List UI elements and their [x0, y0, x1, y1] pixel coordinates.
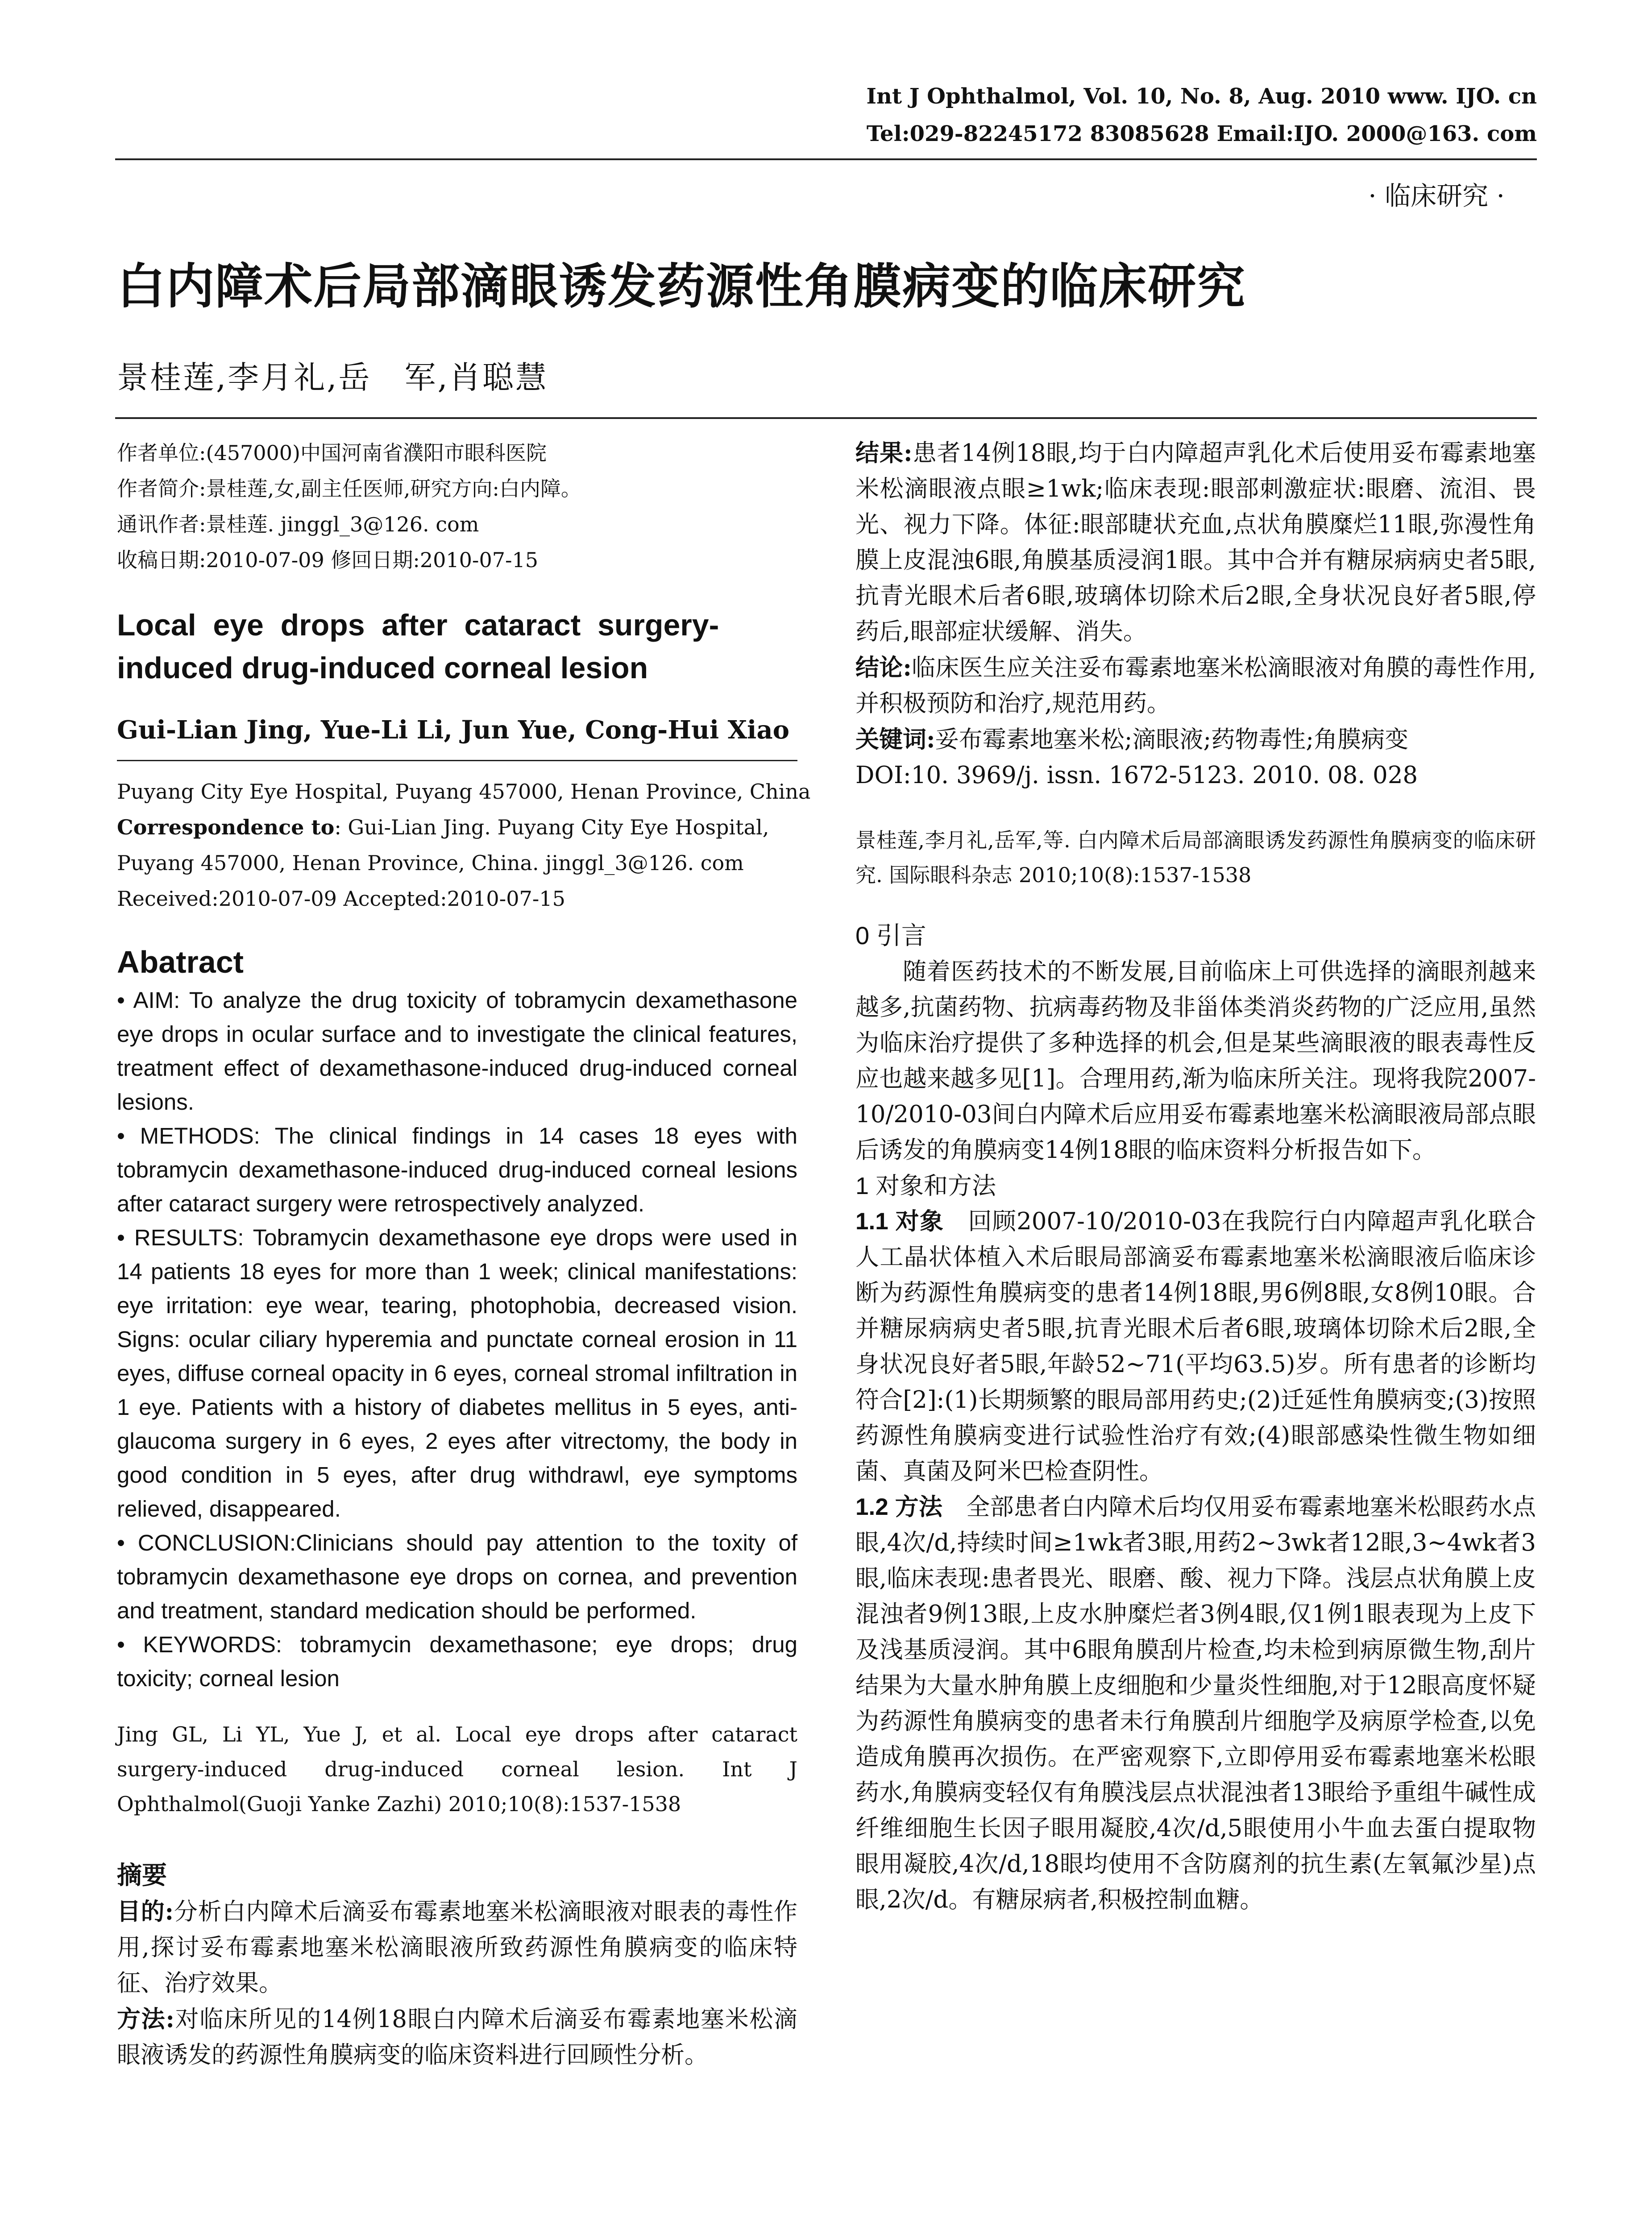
abstract-cn-heading: 摘要 — [117, 1861, 167, 1890]
author-bio-cn: 作者简介:景桂莲,女,副主任医师,研究方向:白内障。 — [117, 477, 581, 501]
aff-en-line1: Puyang City Eye Hospital, Puyang 457000, Henan Province, China — [117, 780, 811, 804]
section-0-heading: 0 引言 — [855, 921, 926, 950]
s11-label: 1.1 对象 — [855, 1208, 944, 1235]
affiliation-cn: 作者单位:(457000)中国河南省濮阳市眼科医院 — [117, 441, 547, 465]
title-en-line2: induced drug-induced corneal lesion — [117, 651, 648, 685]
abstract-en-results: • RESULTS: Tobramycin dexamethasone eye drops were used in 14 patients 18 eyes for more than 1 week; clinical manifestations: eye irritation: eye wear, tearing, photophobia, decreased vision. Signs: ocular ciliary hyperemia and punctate corneal erosion in 11 eyes, diffuse corneal opacity in 6 eyes, corneal stromal infiltration in 1 eye. Patients with a history of diabetes mellitus in 5 eyes, anti-glaucoma surgery in 6 eyes, 2 eyes after vitrectomy, the body in good condition in 5 eyes, after drug withdrawl, eye symptoms relieved, disappeared. — [117, 1225, 797, 1522]
aim-label: 目的: — [117, 1898, 174, 1925]
doi: DOI:10. 3969/j. issn. 1672-5123. 2010. 08. 028 — [855, 762, 1418, 789]
keywords-label: 关键词: — [855, 726, 935, 753]
results-text: 患者14例18眼,均于白内障超声乳化术后使用妥布霉素地塞米松滴眼液点眼≥1wk;临床表现:眼部刺激症状:眼磨、流泪、畏光、视力下降。体征:眼部睫状充血,点状角膜糜烂11眼,弥漫性角膜上皮混浊6眼,角膜基质浸润1眼。其中合并有糖尿病病史者5眼,抗青光眼术后者6眼,玻璃体切除术后2眼,全身状况良好者5眼,停药后,眼部症状缓解、消失。 — [855, 440, 1536, 645]
authors-cn: 景桂莲,李月礼,岳 军,肖聪慧 — [117, 359, 548, 396]
article-title-en — [117, 604, 797, 689]
section-0-text: 随着医药技术的不断发展,目前临床上可供选择的滴眼剂越来越多,抗菌药物、抗病毒药物及非甾体类消炎药物的广泛应用,虽然为临床治疗提供了多种选择的机会,但是某些滴眼液的眼表毒性反应也越来越多见[1]。合理用药,渐为临床所关注。现将我院2007-10/2010-03间白内障术后应用妥布霉素地塞米松滴眼液局部点眼后诱发的角膜病变14例18眼的临床资料分析报告如下。 — [855, 958, 1536, 1164]
citation-cn: 景桂莲,李月礼,岳军,等. 白内障术后局部滴眼诱发药源性角膜病变的临床研究. 国际眼科杂志 2010;10(8):1537-1538 — [855, 828, 1536, 887]
dates-cn: 收稿日期:2010-07-09 修回日期:2010-07-15 — [117, 548, 539, 572]
section-1-2 — [855, 1489, 1536, 1918]
correspondence-label: Correspondence to — [117, 815, 335, 839]
authors-en: Gui-Lian Jing, Yue-Li Li, Jun Yue, Cong-Hui Xiao — [117, 715, 789, 745]
abstract-cn-methods — [117, 2001, 797, 2073]
section-1-1 — [855, 1204, 1536, 1489]
abstract-en-methods: • METHODS: The clinical findings in 14 cases 18 eyes with tobramycin dexamethasone-induced drug-induced corneal lesions after cataract surgery were retrospectively analyzed. — [117, 1123, 797, 1216]
header-divider — [115, 158, 1537, 160]
results-label: 结果: — [855, 439, 913, 467]
abstract-en-keywords: • KEYWORDS: tobramycin dexamethasone; eye drops; drug toxicity; corneal lesion — [117, 1632, 797, 1691]
correspondence-cn: 通讯作者:景桂莲. jinggl_3@126. com — [117, 512, 479, 536]
citation-en: Jing GL, Li YL, Yue J, et al. Local eye drops after cataract surgery-induced drug-induced corneal lesion. Int J Ophthalmol(Guoji Yanke Zazhi) 2010;10(8):1537-1538 — [117, 1722, 797, 1816]
left-column — [117, 435, 811, 2073]
abstract-cn-conclusion — [855, 650, 1536, 722]
conclusion-text: 临床医生应关注妥布霉素地塞米松滴眼液对角膜的毒性作用,并积极预防和治疗,规范用药。 — [855, 654, 1536, 717]
s12-text: 全部患者白内障术后均仅用妥布霉素地塞米松眼药水点眼,4次/d,持续时间≥1wk者3眼,用药2~3wk者12眼,3~4wk者3眼,临床表现:患者畏光、眼磨、酸、视力下降。浅层点状角膜上皮混浊者9例13眼,上皮水肿糜烂者3例4眼,仅1例1眼表现为上皮下及浅基质浸润。其中6眼角膜刮片检查,均未检到病原微生物,刮片结果为大量水肿角膜上皮细胞和少量炎性细胞,对于12眼高度怀疑为药源性角膜病变的患者未行角膜刮片细胞学及病原学检查,以免造成角膜再次损伤。在严密观察下,立即停用妥布霉素地塞米松眼药水,角膜病变轻仅有角膜浅层点状混浊者13眼给予重组牛碱性成纤维细胞生长因子眼用凝胶,4次/d,5眼使用小牛血去蛋白提取物眼用凝胶,4次/d,18眼均使用不含防腐剂的抗生素(左氧氟沙星)点眼,2次/d。有糖尿病者,积极控制血糖。 — [855, 1493, 1536, 1913]
s11-text: 回顾2007-10/2010-03在我院行白内障超声乳化联合人工晶状体植入术后眼局部滴妥布霉素地塞米松滴眼液后临床诊断为药源性角膜病变的患者14例18眼,男6例8眼,女8例10眼。合并糖尿病病史者5眼,抗青光眼术后者6眼,玻璃体切除术后2眼,全身状况良好者5眼,年龄52~71(平均63.5)岁。所有患者的诊断均符合[2]:(1)长期频繁的眼局部用药史;(2)迁延性角膜病变;(3)按照药源性角膜病变进行试验性治疗有效;(4)眼部感染性微生物如细菌、真菌及阿米巴检查阴性。 — [855, 1208, 1536, 1485]
abstract-cn-keywords — [855, 722, 1536, 758]
aim-text: 分析白内障术后滴妥布霉素地塞米松滴眼液对眼表的毒性作用,探讨妥布霉素地塞米松滴眼液所致药源性角膜病变的临床特征、治疗效果。 — [117, 1898, 798, 1997]
keywords-text: 妥布霉素地塞米松;滴眼液;药物毒性;角膜病变 — [935, 726, 1409, 753]
aff-en-line3: Puyang 457000, Henan Province, China. jinggl_3@126. com — [117, 851, 744, 875]
section-1-heading: 1 对象和方法 — [855, 1173, 996, 1199]
abstract-cn-aim — [117, 1894, 797, 2001]
abstract-en-conclusion: • CONCLUSION:Clinicians should pay attention to the toxity of tobramycin dexamethasone eye drops on cornea, and prevention and treatment, standard medication should be performed. — [117, 1530, 797, 1623]
title-divider — [115, 417, 1537, 419]
conclusion-label: 结论: — [855, 654, 912, 681]
affiliation-en — [117, 774, 811, 916]
right-column — [855, 435, 1536, 1918]
s12-label: 1.2 方法 — [855, 1494, 943, 1520]
correspondence-text: : Gui-Lian Jing. Puyang City Eye Hospital, — [334, 815, 769, 839]
abstract-cn-results — [855, 435, 1536, 650]
title-en-line1: Local eye drops after cataract surgery- — [117, 608, 719, 642]
methods-label: 方法: — [117, 2005, 174, 2033]
journal-header-line: Int J Ophthalmol, Vol. 10, No. 8, Aug. 2010 www. IJO. cn — [866, 84, 1537, 109]
abstract-en-heading: Abatract — [117, 945, 244, 979]
aff-en-line2 — [117, 809, 797, 845]
methods-text: 对临床所见的14例18眼白内障术后滴妥布霉素地塞米松滴眼液诱发的药源性角膜病变的临床资料进行回顾性分析。 — [117, 2006, 797, 2069]
journal-contact-line: Tel:029-82245172 83085628 Email:IJO. 2000@163. com — [866, 121, 1537, 146]
abstract-en-aim: • AIM: To analyze the drug toxicity of tobramycin dexamethasone eye drops in ocular surface and to investigate the clinical features, treatment effect of dexamethasone-induced drug-induced corneal lesions. — [117, 987, 797, 1115]
article-title-cn: 白内障术后局部滴眼诱发药源性角膜病变的临床研究 — [117, 259, 1246, 313]
aff-en-line4: Received:2010-07-09 Accepted:2010-07-15 — [117, 887, 565, 911]
section-label: · 临床研究 · — [1368, 181, 1505, 211]
authors-divider — [117, 760, 797, 761]
